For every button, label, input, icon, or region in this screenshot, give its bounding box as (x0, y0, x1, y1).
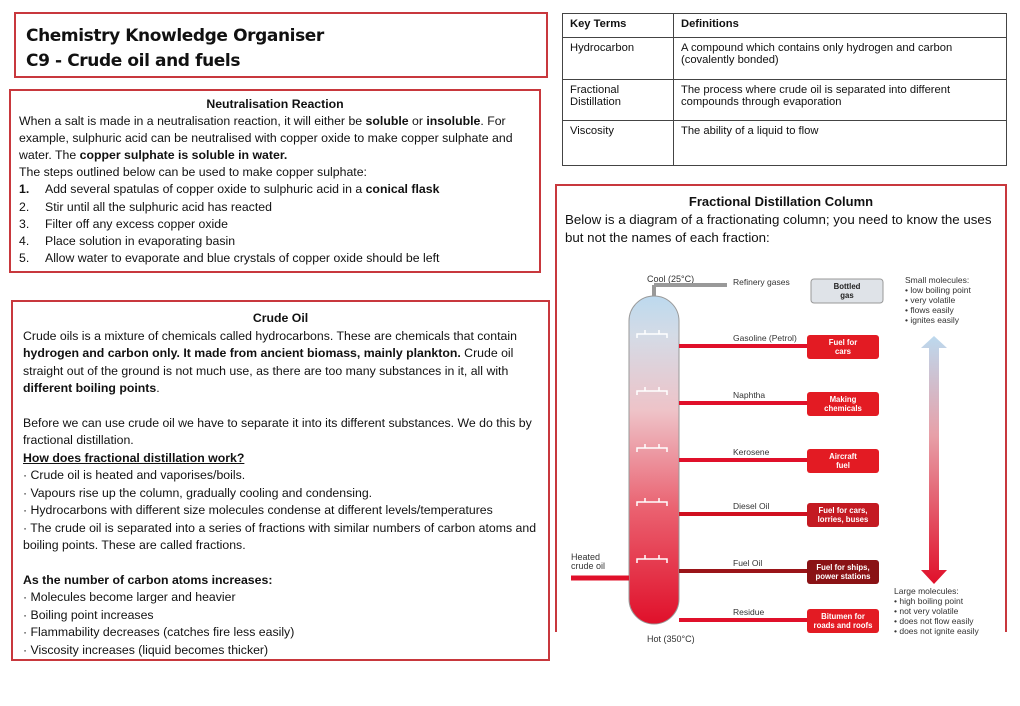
list-item: · The crude oil is separated into a series of fractions with similar numbers of carbon atoms and boiling points. These are called fractions. (23, 520, 537, 552)
step-text: Filter off any excess copper oxide (45, 216, 228, 231)
fraction-use-text: Bottled (833, 282, 861, 291)
definition-cell: The ability of a liquid to flow (674, 121, 1007, 166)
list-item (19, 233, 531, 250)
molecule-size-arrow (921, 336, 947, 584)
step-number: 3. (19, 216, 30, 231)
bold-text: different boiling points (23, 381, 157, 395)
small-molecules-point: • low boiling point (905, 285, 971, 295)
separation-paragraph: Before we can use crude oil we have to separate it into its different substances. We do this by fractional distillation. (23, 415, 532, 447)
list-item: · Vapours rise up the column, gradually cooling and condensing. (23, 485, 373, 500)
fraction-use-text: lorries, buses (817, 515, 869, 524)
key-terms-header-row (563, 14, 1007, 38)
step-number: 2. (19, 199, 30, 214)
fraction-use-text: Aircraft (829, 452, 857, 461)
term-cell: Viscosity (563, 121, 674, 166)
list-item (19, 250, 531, 267)
crude-oil-paragraph (23, 328, 538, 398)
cool-label: Cool (25°C) (647, 274, 695, 284)
small-molecules-point: • very volatile (905, 295, 956, 305)
fraction-use-text: Fuel for cars, (818, 506, 868, 515)
fractional-description: Below is a diagram of a fractionating column; you need to know the uses but not the names of each fraction: (565, 212, 992, 245)
text-span: When a salt is made in a neutralisation reaction, it will either be (19, 114, 366, 129)
large-molecules-point: • does not flow easily (894, 616, 974, 626)
large-molecules-point: • does not ignite easily (894, 626, 979, 636)
bold-text: copper sulphate is soluble in water. (79, 148, 288, 163)
fraction-name: Gasoline (Petrol) (733, 333, 797, 343)
step-bold: conical flask (365, 182, 440, 197)
page-title: Chemistry Knowledge Organiser (26, 26, 324, 46)
step-text: Stir until all the sulphuric acid has reacted (45, 199, 272, 214)
term-cell: Hydrocarbon (563, 38, 674, 80)
list-item: · Molecules become larger and heavier (23, 590, 236, 604)
step-text: Place solution in evaporating basin (45, 233, 236, 248)
carbon-heading: As the number of carbon atoms increases: (23, 572, 273, 587)
fraction-use-text: gas (840, 291, 854, 300)
small-molecules-point: • flows easily (905, 305, 954, 315)
fraction-use-text: Bitumen for (821, 612, 865, 621)
list-item (19, 181, 531, 198)
steps-list (19, 181, 531, 266)
bold-soluble: soluble (365, 114, 409, 129)
small-molecules-point: • ignites easily (905, 315, 960, 325)
key-terms-table (562, 13, 1007, 166)
term-cell: Fractional Distillation (563, 80, 674, 121)
fraction-name: Fuel Oil (733, 558, 763, 568)
column-body (629, 296, 679, 624)
large-molecules-point: • not very volatile (894, 606, 959, 616)
page-subtitle: C9 - Crude oil and fuels (26, 51, 241, 71)
fractional-heading: Fractional Distillation Column (688, 194, 874, 209)
step-text: Allow water to evaporate and blue crystals of copper oxide should be left (45, 250, 440, 265)
step-number: 4. (19, 233, 30, 248)
neutralisation-box (9, 89, 541, 273)
fraction-use-text: roads and roofs (813, 621, 873, 630)
step-text: Add several spatulas of copper oxide to sulphuric acid in a (45, 182, 366, 197)
fraction-name: Refinery gases (733, 277, 790, 287)
small-molecules-heading: Small molecules: (905, 275, 970, 285)
fraction-name: Diesel Oil (733, 501, 770, 511)
text-span: or (408, 114, 427, 129)
fraction-use-text: chemicals (824, 404, 862, 413)
neutralisation-paragraph (19, 113, 531, 164)
heated-label: Heated (571, 552, 601, 562)
fraction-use-text: Fuel for (828, 338, 858, 347)
neutralisation-heading: Neutralisation Reaction (206, 97, 344, 111)
large-molecules-point: • high boiling point (894, 596, 964, 606)
table-row (563, 80, 1007, 121)
fraction-use-text: cars (834, 347, 852, 356)
text-span: . (156, 381, 160, 395)
fraction-use-text: fuel (836, 461, 850, 470)
list-item: · Viscosity increases (liquid becomes thicker) (23, 642, 269, 657)
fraction-name: Naphtha (733, 390, 766, 400)
text-span: . For example, sulphuric acid can be neutralised with copper oxide to make copper sulphate and water. The (19, 114, 513, 163)
hot-label: Hot (350°C) (647, 634, 695, 644)
text-span: Crude oils is a mixture of chemicals called hydrocarbons. These are chemicals that contain (23, 328, 517, 343)
list-item: · Crude oil is heated and vaporises/boils. (23, 468, 246, 482)
step-number: 1. (19, 182, 30, 197)
title-box (14, 12, 548, 78)
how-heading: How does fractional distillation work? (23, 450, 245, 465)
steps-intro: The steps outlined below can be used to make copper sulphate: (19, 165, 367, 180)
definition-cell: A compound which contains only hydrogen and carbon (covalently bonded) (674, 38, 1007, 80)
step-number: 5. (19, 250, 30, 265)
list-item (19, 216, 531, 233)
list-item: · Flammability decreases (catches fire less easily) (23, 625, 295, 639)
key-terms-header-def: Definitions (674, 14, 1007, 38)
heated-label: crude oil (571, 561, 606, 571)
large-molecules-heading: Large molecules: (894, 586, 959, 596)
crude-oil-heading: Crude Oil (252, 311, 309, 325)
fraction-name: Kerosene (733, 447, 770, 457)
bold-insoluble: insoluble (426, 114, 481, 129)
text-span: Crude oil straight out of the ground is not much use, as there are too many substances in it, all with (23, 346, 514, 378)
table-row (563, 38, 1007, 80)
fractionating-column-diagram (567, 266, 995, 648)
definition-cell: The process where crude oil is separated into different compounds through evaporation (674, 80, 1007, 121)
fraction-use-text: Making (829, 395, 857, 404)
bold-text: hydrogen and carbon only. It made from ancient biomass, mainly plankton. (23, 346, 461, 360)
crude-oil-box (11, 300, 550, 661)
list-item: · Hydrocarbons with different size molecules condense at different levels/temperatures (23, 503, 493, 517)
list-item: · Boiling point increases (23, 607, 154, 622)
fraction-use-text: power stations (815, 572, 871, 581)
table-row (563, 121, 1007, 166)
fraction-name: Residue (733, 607, 765, 617)
fraction-use-text: Fuel for ships, (816, 563, 870, 572)
key-terms-header-term: Key Terms (563, 14, 674, 38)
list-item (19, 199, 531, 216)
